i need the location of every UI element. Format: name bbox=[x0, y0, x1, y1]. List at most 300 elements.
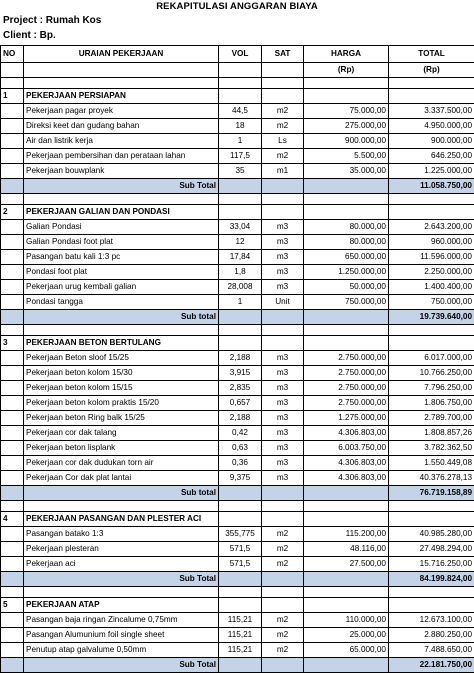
empty-cell bbox=[304, 658, 389, 673]
empty-cell bbox=[24, 194, 219, 205]
empty-cell bbox=[389, 501, 474, 512]
empty-cell bbox=[1, 179, 24, 194]
item-total: 2.880.250,00 bbox=[389, 628, 474, 643]
empty-cell bbox=[262, 512, 304, 527]
item-unit: m2 bbox=[262, 613, 304, 628]
item-description: Pekerjaan cor dak talang bbox=[24, 426, 219, 441]
empty-cell bbox=[262, 89, 304, 104]
item-total: 1.550.449,08 bbox=[389, 456, 474, 471]
table-header-row bbox=[1, 46, 474, 63]
item-price: 80.000,00 bbox=[304, 235, 389, 250]
section-header-row bbox=[1, 598, 474, 613]
empty-cell bbox=[1, 411, 24, 426]
subtotal-label: Sub Total bbox=[24, 572, 219, 587]
item-description: Pekerjaan Cor dak plat lantai bbox=[24, 471, 219, 486]
item-total: 3.782.362,50 bbox=[389, 441, 474, 456]
item-unit: m3 bbox=[262, 366, 304, 381]
table-row bbox=[1, 426, 474, 441]
table-row bbox=[1, 265, 474, 280]
table-row bbox=[1, 396, 474, 411]
table-row bbox=[1, 613, 474, 628]
item-description: Pekerjaan beton kolom 15/30 bbox=[24, 366, 219, 381]
item-unit: Unit bbox=[262, 295, 304, 310]
empty-cell bbox=[1, 295, 24, 310]
item-volume: 2,835 bbox=[219, 381, 262, 396]
item-unit: m3 bbox=[262, 220, 304, 235]
empty-cell bbox=[219, 89, 262, 104]
item-description: Pondasi foot plat bbox=[24, 265, 219, 280]
item-volume: 0,42 bbox=[219, 426, 262, 441]
item-price: 5.500,00 bbox=[304, 149, 389, 164]
empty-cell bbox=[304, 587, 389, 598]
item-unit: m2 bbox=[262, 542, 304, 557]
empty-cell bbox=[1, 527, 24, 542]
item-volume: 115,21 bbox=[219, 643, 262, 658]
empty-cell bbox=[1, 235, 24, 250]
table-row bbox=[1, 220, 474, 235]
item-total: 40.985.280,00 bbox=[389, 527, 474, 542]
subtotal-row bbox=[1, 658, 474, 673]
subtotal-row bbox=[1, 572, 474, 587]
item-unit: m2 bbox=[262, 643, 304, 658]
empty-cell bbox=[219, 179, 262, 194]
spacer-row bbox=[1, 325, 474, 336]
item-volume: 0,63 bbox=[219, 441, 262, 456]
section-title: PEKERJAAN PERSIAPAN bbox=[24, 89, 219, 104]
item-unit: m3 bbox=[262, 426, 304, 441]
item-price: 4.306.803,00 bbox=[304, 471, 389, 486]
section-header-row bbox=[1, 512, 474, 527]
section-number: 5 bbox=[1, 598, 24, 613]
section-number: 2 bbox=[1, 205, 24, 220]
item-volume: 2,188 bbox=[219, 411, 262, 426]
empty-cell bbox=[1, 119, 24, 134]
empty-cell bbox=[262, 572, 304, 587]
empty-cell bbox=[262, 598, 304, 613]
item-total: 15.716.250,00 bbox=[389, 557, 474, 572]
item-price: 35.000,00 bbox=[304, 164, 389, 179]
item-price: 115.200,00 bbox=[304, 527, 389, 542]
empty-cell bbox=[304, 179, 389, 194]
empty-cell bbox=[389, 194, 474, 205]
item-description: Pasangan baja ringan Zincalume 0,75mm bbox=[24, 613, 219, 628]
table-row bbox=[1, 381, 474, 396]
item-price: 2.750.000,00 bbox=[304, 351, 389, 366]
empty-cell bbox=[1, 310, 24, 325]
item-total: 4.950.000,00 bbox=[389, 119, 474, 134]
section-header-row bbox=[1, 205, 474, 220]
table-row bbox=[1, 351, 474, 366]
empty-cell bbox=[304, 205, 389, 220]
subtotal-row bbox=[1, 486, 474, 501]
empty-cell bbox=[1, 613, 24, 628]
item-volume: 18 bbox=[219, 119, 262, 134]
table-row bbox=[1, 295, 474, 310]
item-unit: m1 bbox=[262, 164, 304, 179]
empty-cell bbox=[1, 265, 24, 280]
empty-cell bbox=[304, 78, 389, 89]
item-total: 6.017.000,00 bbox=[389, 351, 474, 366]
item-price: 275.000,00 bbox=[304, 119, 389, 134]
item-price: 1.250.000,00 bbox=[304, 265, 389, 280]
subtotal-label: Sub total bbox=[24, 310, 219, 325]
section-header-row bbox=[1, 89, 474, 104]
empty-cell bbox=[1, 557, 24, 572]
empty-cell bbox=[1, 643, 24, 658]
empty-cell bbox=[1, 542, 24, 557]
item-unit: m2 bbox=[262, 527, 304, 542]
empty-cell bbox=[219, 310, 262, 325]
item-volume: 355,775 bbox=[219, 527, 262, 542]
subtotal-label: Sub Total bbox=[24, 179, 219, 194]
empty-cell bbox=[389, 205, 474, 220]
item-total: 7.796.250,00 bbox=[389, 381, 474, 396]
subtotal-value: 19.739.640,00 bbox=[389, 310, 474, 325]
section-header-row bbox=[1, 336, 474, 351]
item-volume: 0,36 bbox=[219, 456, 262, 471]
table-row bbox=[1, 411, 474, 426]
empty-cell bbox=[1, 628, 24, 643]
item-description: Galian Pondasi foot plat bbox=[24, 235, 219, 250]
item-price: 2.750.000,00 bbox=[304, 366, 389, 381]
item-description: Pekerjaan plesteran bbox=[24, 542, 219, 557]
header-sat: SAT bbox=[262, 46, 304, 63]
item-volume: 35 bbox=[219, 164, 262, 179]
header-harga-unit: (Rp) bbox=[304, 63, 389, 78]
empty-cell bbox=[1, 486, 24, 501]
item-price: 75.000,00 bbox=[304, 104, 389, 119]
empty-cell bbox=[304, 512, 389, 527]
item-unit: m2 bbox=[262, 119, 304, 134]
item-unit: m3 bbox=[262, 441, 304, 456]
subtotal-value: 11.058.750,00 bbox=[389, 179, 474, 194]
empty-cell bbox=[1, 280, 24, 295]
item-total: 1.806.750,00 bbox=[389, 396, 474, 411]
item-unit: m3 bbox=[262, 235, 304, 250]
section-title: PEKERJAAN GALIAN DAN PONDASI bbox=[24, 205, 219, 220]
item-volume: 571,5 bbox=[219, 542, 262, 557]
empty-cell bbox=[262, 658, 304, 673]
item-unit: m3 bbox=[262, 411, 304, 426]
table-row bbox=[1, 235, 474, 250]
empty-cell bbox=[219, 587, 262, 598]
item-total: 2.250.000,00 bbox=[389, 265, 474, 280]
item-volume: 3,915 bbox=[219, 366, 262, 381]
empty-cell bbox=[262, 325, 304, 336]
empty-cell bbox=[389, 336, 474, 351]
item-price: 650.000,00 bbox=[304, 250, 389, 265]
item-total: 1.808.857,26 bbox=[389, 426, 474, 441]
item-description: Pasangan Alumunium foil single sheet bbox=[24, 628, 219, 643]
table-row bbox=[1, 441, 474, 456]
item-volume: 571,5 bbox=[219, 557, 262, 572]
item-price: 65.000,00 bbox=[304, 643, 389, 658]
subtotal-value: 22.181.750,00 bbox=[389, 658, 474, 673]
table-row bbox=[1, 149, 474, 164]
item-unit: m3 bbox=[262, 265, 304, 280]
budget-table bbox=[0, 45, 474, 673]
item-unit: Ls bbox=[262, 134, 304, 149]
empty-cell bbox=[1, 658, 24, 673]
item-price: 6.003.750,00 bbox=[304, 441, 389, 456]
spacer-row bbox=[1, 194, 474, 205]
table-row bbox=[1, 456, 474, 471]
item-description: Pasangan batako 1:3 bbox=[24, 527, 219, 542]
item-description: Air dan listrik kerja bbox=[24, 134, 219, 149]
empty-cell bbox=[1, 572, 24, 587]
item-unit: m3 bbox=[262, 381, 304, 396]
spacer-row bbox=[1, 587, 474, 598]
item-price: 50.000,00 bbox=[304, 280, 389, 295]
table-row bbox=[1, 250, 474, 265]
item-price: 4.306.803,00 bbox=[304, 456, 389, 471]
item-total: 750.000,00 bbox=[389, 295, 474, 310]
item-total: 40.376.278,13 bbox=[389, 471, 474, 486]
empty-cell bbox=[304, 89, 389, 104]
item-description: Pekerjaan beton Ring balk 15/25 bbox=[24, 411, 219, 426]
empty-cell bbox=[262, 336, 304, 351]
item-unit: m2 bbox=[262, 557, 304, 572]
subtotal-label: Sub Total bbox=[24, 658, 219, 673]
empty-cell bbox=[1, 441, 24, 456]
item-price: 48.116,00 bbox=[304, 542, 389, 557]
header-total: TOTAL bbox=[389, 46, 474, 63]
subtotal-label: Sub total bbox=[24, 486, 219, 501]
item-description: Penutup atap galvalume 0,50mm bbox=[24, 643, 219, 658]
empty-cell bbox=[262, 78, 304, 89]
table-row bbox=[1, 366, 474, 381]
item-description: Pekerjaan beton kolom praktis 15/20 bbox=[24, 396, 219, 411]
empty-cell bbox=[262, 310, 304, 325]
empty-cell bbox=[1, 325, 24, 336]
empty-cell bbox=[304, 501, 389, 512]
spacer-row bbox=[1, 78, 474, 89]
table-row bbox=[1, 134, 474, 149]
empty-cell bbox=[262, 194, 304, 205]
empty-cell bbox=[389, 512, 474, 527]
empty-cell bbox=[304, 598, 389, 613]
header-uraian: URAIAN PEKERJAAN bbox=[24, 46, 219, 63]
empty-cell bbox=[219, 78, 262, 89]
empty-cell bbox=[24, 325, 219, 336]
item-description: Pekerjaan beton kolom 15/15 bbox=[24, 381, 219, 396]
item-volume: 1 bbox=[219, 134, 262, 149]
item-price: 110.000,00 bbox=[304, 613, 389, 628]
item-total: 27.498.294,00 bbox=[389, 542, 474, 557]
empty-cell bbox=[389, 325, 474, 336]
empty-cell bbox=[219, 572, 262, 587]
section-title: PEKERJAAN PASANGAN DAN PLESTER ACI bbox=[24, 512, 219, 527]
client-name: Client : Bp. bbox=[3, 30, 474, 41]
subtotal-value: 84.199.824,00 bbox=[389, 572, 474, 587]
project-name: Project : Rumah Kos bbox=[3, 15, 474, 26]
item-price: 750.000,00 bbox=[304, 295, 389, 310]
item-description: Pondasi tangga bbox=[24, 295, 219, 310]
table-row bbox=[1, 164, 474, 179]
item-volume: 115,21 bbox=[219, 628, 262, 643]
item-description: Pekerjaan pembersihan dan perataan lahan bbox=[24, 149, 219, 164]
item-total: 11.596.000,00 bbox=[389, 250, 474, 265]
table-row bbox=[1, 628, 474, 643]
item-total: 900.000,00 bbox=[389, 134, 474, 149]
item-total: 7.488.650,00 bbox=[389, 643, 474, 658]
table-unit-row bbox=[1, 63, 474, 78]
document-title: REKAPITULASI ANGGARAN BIAYA bbox=[0, 1, 474, 12]
empty-cell bbox=[304, 572, 389, 587]
empty-cell bbox=[219, 501, 262, 512]
empty-cell bbox=[219, 598, 262, 613]
empty-cell bbox=[1, 501, 24, 512]
item-unit: m3 bbox=[262, 471, 304, 486]
empty-cell bbox=[1, 366, 24, 381]
header-vol: VOL bbox=[219, 46, 262, 63]
item-description: Pekerjaan beton lisplank bbox=[24, 441, 219, 456]
empty-cell bbox=[1, 250, 24, 265]
empty-cell bbox=[1, 149, 24, 164]
section-number: 4 bbox=[1, 512, 24, 527]
item-unit: m3 bbox=[262, 396, 304, 411]
header-no: NO bbox=[1, 46, 24, 63]
item-volume: 1,8 bbox=[219, 265, 262, 280]
item-unit: m2 bbox=[262, 149, 304, 164]
empty-cell bbox=[219, 325, 262, 336]
item-unit: m3 bbox=[262, 351, 304, 366]
empty-cell bbox=[262, 486, 304, 501]
item-total: 1.225.000,00 bbox=[389, 164, 474, 179]
item-unit: m2 bbox=[262, 628, 304, 643]
empty-cell bbox=[219, 658, 262, 673]
item-price: 900.000,00 bbox=[304, 134, 389, 149]
empty-cell bbox=[262, 587, 304, 598]
empty-cell bbox=[1, 587, 24, 598]
item-volume: 28,008 bbox=[219, 280, 262, 295]
item-volume: 12 bbox=[219, 235, 262, 250]
table-row bbox=[1, 280, 474, 295]
item-description: Galian Pondasi bbox=[24, 220, 219, 235]
empty-cell bbox=[24, 501, 219, 512]
table-row bbox=[1, 471, 474, 486]
table-row bbox=[1, 527, 474, 542]
empty-cell bbox=[219, 486, 262, 501]
item-unit: m3 bbox=[262, 456, 304, 471]
item-volume: 33,04 bbox=[219, 220, 262, 235]
empty-cell bbox=[1, 164, 24, 179]
table-body bbox=[1, 78, 474, 673]
item-total: 2.789.700,00 bbox=[389, 411, 474, 426]
item-volume: 0,657 bbox=[219, 396, 262, 411]
item-volume: 115,21 bbox=[219, 613, 262, 628]
empty-cell bbox=[304, 336, 389, 351]
item-volume: 17,84 bbox=[219, 250, 262, 265]
item-description: Pekerjaan urug kembali galian bbox=[24, 280, 219, 295]
table-row bbox=[1, 104, 474, 119]
item-price: 4.306.803,00 bbox=[304, 426, 389, 441]
empty-cell bbox=[1, 381, 24, 396]
empty-cell bbox=[219, 194, 262, 205]
item-unit: m3 bbox=[262, 280, 304, 295]
item-volume: 2,188 bbox=[219, 351, 262, 366]
item-description: Pekerjaan cor dak dudukan torn air bbox=[24, 456, 219, 471]
item-description: Direksi keet dan gudang bahan bbox=[24, 119, 219, 134]
empty-cell bbox=[262, 205, 304, 220]
item-volume: 44,5 bbox=[219, 104, 262, 119]
section-number: 1 bbox=[1, 89, 24, 104]
empty-cell bbox=[1, 78, 24, 89]
empty-cell bbox=[389, 89, 474, 104]
empty-cell bbox=[262, 501, 304, 512]
item-total: 960.000,00 bbox=[389, 235, 474, 250]
spacer-row bbox=[1, 501, 474, 512]
item-price: 80.000,00 bbox=[304, 220, 389, 235]
empty-cell bbox=[1, 220, 24, 235]
subtotal-row bbox=[1, 310, 474, 325]
subtotal-value: 76.719.158,89 bbox=[389, 486, 474, 501]
empty-cell bbox=[389, 587, 474, 598]
empty-cell bbox=[389, 78, 474, 89]
empty-cell bbox=[1, 396, 24, 411]
table-row bbox=[1, 542, 474, 557]
header-total-unit: (Rp) bbox=[389, 63, 474, 78]
item-total: 12.673.100,00 bbox=[389, 613, 474, 628]
item-volume: 117,5 bbox=[219, 149, 262, 164]
header-harga: HARGA bbox=[304, 46, 389, 63]
item-description: Pekerjaan Beton sloof 15/25 bbox=[24, 351, 219, 366]
section-number: 3 bbox=[1, 336, 24, 351]
item-price: 27.500,00 bbox=[304, 557, 389, 572]
subtotal-row bbox=[1, 179, 474, 194]
item-total: 2.643.200,00 bbox=[389, 220, 474, 235]
table-row bbox=[1, 119, 474, 134]
item-description: Pekerjaan pagar proyek bbox=[24, 104, 219, 119]
empty-cell bbox=[1, 351, 24, 366]
section-title: PEKERJAAN BETON BERTULANG bbox=[24, 336, 219, 351]
item-price: 1.275.000,00 bbox=[304, 411, 389, 426]
empty-cell bbox=[1, 426, 24, 441]
item-total: 10.766.250,00 bbox=[389, 366, 474, 381]
empty-cell bbox=[389, 598, 474, 613]
empty-cell bbox=[219, 512, 262, 527]
empty-cell bbox=[304, 310, 389, 325]
item-volume: 1 bbox=[219, 295, 262, 310]
empty-cell bbox=[1, 194, 24, 205]
item-volume: 9,375 bbox=[219, 471, 262, 486]
table-row bbox=[1, 557, 474, 572]
empty-cell bbox=[1, 456, 24, 471]
empty-cell bbox=[24, 78, 219, 89]
empty-cell bbox=[304, 325, 389, 336]
empty-cell bbox=[262, 179, 304, 194]
empty-cell bbox=[304, 486, 389, 501]
item-description: Pekerjaan aci bbox=[24, 557, 219, 572]
empty-cell bbox=[24, 587, 219, 598]
item-total: 646.250,00 bbox=[389, 149, 474, 164]
empty-cell bbox=[219, 336, 262, 351]
empty-cell bbox=[1, 104, 24, 119]
item-price: 2.750.000,00 bbox=[304, 396, 389, 411]
item-price: 25.000,00 bbox=[304, 628, 389, 643]
item-unit: m3 bbox=[262, 250, 304, 265]
table-row bbox=[1, 643, 474, 658]
empty-cell bbox=[1, 471, 24, 486]
empty-cell bbox=[219, 205, 262, 220]
item-price: 2.750.000,00 bbox=[304, 381, 389, 396]
item-total: 1.400.400,00 bbox=[389, 280, 474, 295]
item-unit: m2 bbox=[262, 104, 304, 119]
item-description: Pekerjaan bouwplank bbox=[24, 164, 219, 179]
item-total: 3.337.500,00 bbox=[389, 104, 474, 119]
section-title: PEKERJAAN ATAP bbox=[24, 598, 219, 613]
empty-cell bbox=[304, 194, 389, 205]
